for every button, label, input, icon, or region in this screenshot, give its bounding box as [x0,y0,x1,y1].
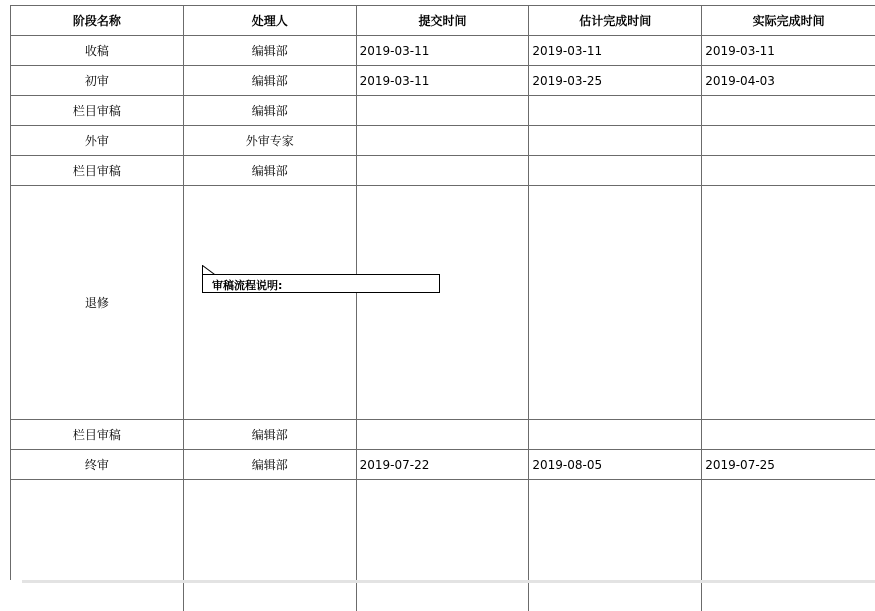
table-row [11,66,875,96]
actual-cell [702,420,875,450]
estimate-cell [529,186,702,420]
submit-cell: 2019-03-11 [357,36,530,66]
estimate-cell [529,96,702,126]
header-actual-completion: 实际完成时间 [702,6,875,36]
handler-cell: 编辑部 [184,96,357,126]
review-process-table [10,5,875,580]
submit-cell: 2019-07-22 [357,450,530,480]
stage-cell: 栏目审稿 [11,420,184,450]
actual-cell: 2019-04-03 [702,66,875,96]
handler-cell: 编辑部 [184,450,357,480]
handler-cell: 外审专家 [184,126,357,156]
header-handler: 处理人 [184,6,357,36]
estimate-cell: 2019-08-05 [529,450,702,480]
table-row [11,126,875,156]
handler-cell: 编辑部 [184,420,357,450]
actual-cell: 2019-03-11 [702,36,875,66]
actual-cell [702,96,875,126]
stage-cell: 退修 [11,186,184,420]
handler-cell: 编辑部 [184,156,357,186]
submit-cell [357,420,530,450]
estimate-cell: 2019-03-25 [529,66,702,96]
stage-cell: 栏目审稿 [11,96,184,126]
table-row [11,450,875,480]
empty-cell [529,480,702,611]
actual-cell [702,186,875,420]
tooltip-text: 审稿流程说明: [212,279,283,292]
empty-table-row [11,480,875,611]
empty-cell [357,480,530,611]
estimate-cell [529,420,702,450]
submit-cell: 2019-03-11 [357,66,530,96]
review-process-tooltip [202,274,440,293]
handler-cell: 编辑部 [184,66,357,96]
table-row [11,186,875,420]
header-stage-name: 阶段名称 [11,6,184,36]
actual-cell [702,126,875,156]
table-row [11,96,875,126]
stage-cell: 收稿 [11,36,184,66]
table-row [11,420,875,450]
handler-cell: 编辑部 [184,36,357,66]
actual-cell: 2019-07-25 [702,450,875,480]
stage-cell: 栏目审稿 [11,156,184,186]
submit-cell [357,156,530,186]
stage-cell: 外审 [11,126,184,156]
actual-cell [702,156,875,186]
header-submit-time: 提交时间 [357,6,530,36]
stage-cell: 终审 [11,450,184,480]
table-row [11,36,875,66]
submit-cell [357,126,530,156]
table-header-row [11,6,875,36]
empty-cell [184,480,357,611]
estimate-cell [529,126,702,156]
empty-cell [11,480,184,611]
header-estimated-completion: 估计完成时间 [529,6,702,36]
estimate-cell [529,156,702,186]
empty-cell [702,480,875,611]
submit-cell [357,96,530,126]
handler-cell [184,186,357,420]
table-row [11,156,875,186]
stage-cell: 初审 [11,66,184,96]
submit-cell [357,186,530,420]
estimate-cell: 2019-03-11 [529,36,702,66]
